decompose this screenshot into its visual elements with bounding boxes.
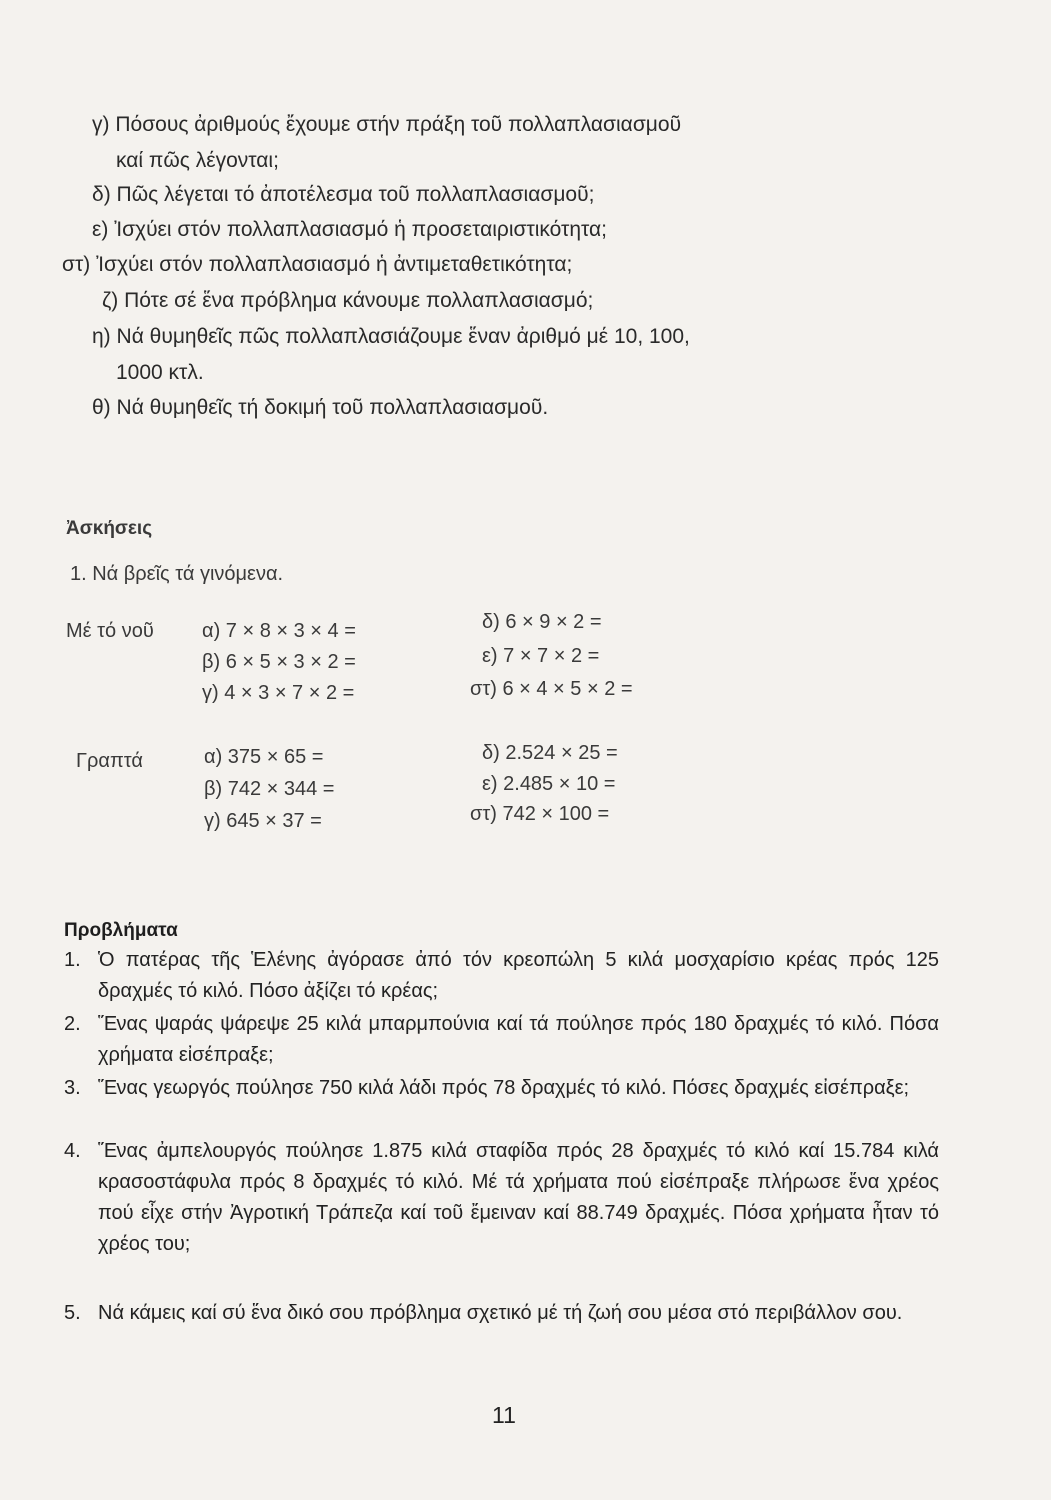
question-text: Πότε σέ ἕνα πρόβλημα κάνουμε πολλαπλασιασμό; bbox=[124, 289, 594, 312]
written-label: Γραπτά bbox=[76, 750, 143, 772]
mental-item-b: β) 6 × 5 × 3 × 2 = bbox=[202, 651, 356, 673]
problem-text: Ἕνας γεωργός πούλησε 750 κιλά λάδι πρός 78 δραχμές τό κιλό. Πόσες δραχμές εἰσέπραξε; bbox=[98, 1077, 910, 1099]
mental-label: Μέ τό νοῦ bbox=[66, 620, 154, 642]
question-label: ζ) bbox=[102, 289, 119, 312]
written-item-d: δ) 2.524 × 25 = bbox=[482, 742, 618, 764]
mental-item-a: α) 7 × 8 × 3 × 4 = bbox=[202, 620, 356, 642]
written-item-e: ε) 2.485 × 10 = bbox=[482, 773, 616, 795]
exercise-instruction: 1. Νά βρεῖς τά γινόμενα. bbox=[70, 563, 284, 585]
question-label: στ) bbox=[62, 253, 91, 276]
mental-item-c: γ) 4 × 3 × 7 × 2 = bbox=[202, 682, 355, 704]
question-text: Πῶς λέγεται τό ἀποτέλεσμα τοῦ πολλαπλασιασμοῦ; bbox=[116, 183, 595, 206]
problem-number: 1. bbox=[64, 949, 81, 971]
problems-heading: Προβλήματα bbox=[64, 920, 178, 941]
problem-number: 5. bbox=[64, 1302, 81, 1324]
mental-item-st: στ) 6 × 4 × 5 × 2 = bbox=[470, 678, 633, 700]
question-stigma bbox=[62, 252, 572, 278]
mental-item-d: δ) 6 × 9 × 2 = bbox=[482, 611, 602, 633]
problem-number: 3. bbox=[64, 1077, 81, 1099]
problem-text: Νά κάμεις καί σύ ἕνα δικό σου πρόβλημα σχετικό μέ τή ζωή σου μέσα στό περιβάλλον σου. bbox=[98, 1302, 903, 1324]
question-eta-continuation: 1000 κτλ. bbox=[116, 361, 204, 384]
question-label: ε) bbox=[92, 218, 109, 241]
question-gamma-continuation: καί πῶς λέγονται; bbox=[116, 149, 279, 172]
written-item-c: γ) 645 × 37 = bbox=[204, 810, 322, 832]
question-label: δ) bbox=[92, 183, 111, 206]
question-label: θ) bbox=[92, 396, 111, 419]
problem-2 bbox=[64, 1009, 939, 1071]
problem-1 bbox=[64, 945, 939, 1007]
problem-5 bbox=[64, 1298, 939, 1329]
question-text: Ἰσχύει στόν πολλαπλασιασμό ἡ προσεταιριστικότητα; bbox=[114, 218, 607, 241]
question-text: Ἰσχύει στόν πολλαπλασιασμό ἡ ἀντιμεταθετικότητα; bbox=[96, 253, 573, 276]
question-epsilon bbox=[92, 217, 607, 243]
problem-3 bbox=[64, 1073, 939, 1104]
problem-4 bbox=[64, 1136, 939, 1260]
question-gamma bbox=[92, 112, 681, 138]
problem-text: Ὁ πατέρας τῆς Ἑλένης ἀγόρασε ἀπό τόν κρεοπώλη 5 κιλά μοσχαρίσιο κρέας πρός 125 δραχμές τό κιλό. Πόσο ἀξίζει τό κρέας; bbox=[98, 949, 939, 1002]
mental-item-e: ε) 7 × 7 × 2 = bbox=[482, 645, 600, 667]
question-label: η) bbox=[92, 325, 111, 348]
question-text: Πόσους ἀριθμούς ἔχουμε στήν πράξη τοῦ πολλαπλασιασμοῦ bbox=[115, 113, 682, 136]
question-theta bbox=[92, 395, 548, 421]
question-text: Νά θυμηθεῖς πῶς πολλαπλασιάζουμε ἕναν ἀριθμό μέ 10, 100, bbox=[116, 325, 690, 348]
problem-number: 4. bbox=[64, 1140, 81, 1162]
question-eta bbox=[92, 324, 690, 350]
question-text: Νά θυμηθεῖς τή δοκιμή τοῦ πολλαπλασιασμοῦ. bbox=[116, 396, 549, 419]
exercises-heading: Ἀσκήσεις bbox=[66, 518, 153, 539]
page-number: 11 bbox=[492, 1402, 516, 1428]
problem-text: Ἕνας ἀμπελουργός πούλησε 1.875 κιλά σταφίδα πρός 28 δραχμές τό κιλό καί 15.784 κιλά κρασοστάφυλα πρός 8 δραχμές τό κιλό. Μέ τά χρήματα πού εἰσέπραξε πλήρωσε ἕνα χρέος πού εἶχε στήν Ἀγροτική Τράπεζα καί τοῦ ἔμειναν καί 88.749 δραχμές. Πόσα χρήματα ἦταν τό χρέος του; bbox=[98, 1140, 939, 1255]
question-label: γ) bbox=[92, 113, 110, 136]
question-zeta bbox=[102, 288, 593, 314]
problem-number: 2. bbox=[64, 1013, 81, 1035]
question-delta bbox=[92, 182, 594, 208]
written-item-st: στ) 742 × 100 = bbox=[470, 803, 610, 825]
written-item-b: β) 742 × 344 = bbox=[204, 778, 335, 800]
written-item-a: α) 375 × 65 = bbox=[204, 746, 324, 768]
problem-text: Ἕνας ψαράς ψάρεψε 25 κιλά μπαρμπούνια καί τά πούλησε πρός 180 δραχμές τό κιλό. Πόσα χρήματα εἰσέπραξε; bbox=[98, 1013, 939, 1066]
